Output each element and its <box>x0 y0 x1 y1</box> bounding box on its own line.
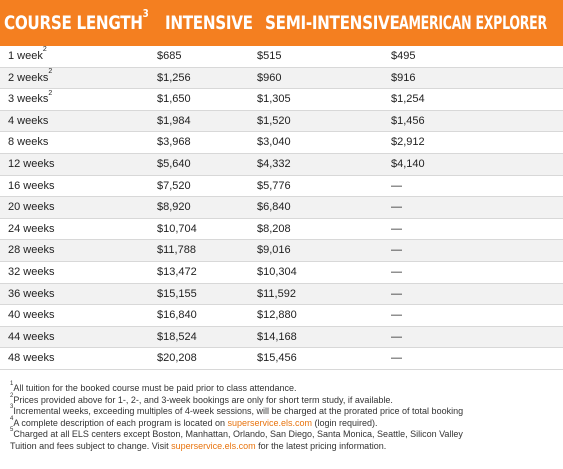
semi-intensive-price-cell: $5,776 <box>257 179 291 192</box>
american-explorer-price-cell: — <box>391 222 402 235</box>
course-length-text: 36 weeks <box>8 287 55 300</box>
course-length-text: 16 weeks <box>8 179 55 192</box>
american-explorer-price-cell: — <box>391 244 402 257</box>
footnote-line <box>10 415 560 430</box>
footnote-number: 5 <box>10 427 14 434</box>
american-explorer-price-cell: $495 <box>391 50 416 62</box>
course-length-cell <box>8 154 54 175</box>
footnote-text-after: (login required). <box>312 417 378 428</box>
intensive-price-cell: $5,640 <box>157 157 191 170</box>
intensive-price-cell: $8,920 <box>157 201 191 214</box>
intensive-price-cell: $11,788 <box>157 244 196 257</box>
semi-intensive-price-cell: $14,168 <box>257 330 297 343</box>
intensive-price-cell: $1,256 <box>157 71 191 84</box>
header-footnote-marker: 3 <box>142 6 149 20</box>
intensive-price-cell: $16,840 <box>157 309 197 322</box>
course-length-cell <box>8 132 48 153</box>
intensive-price-cell: $18,524 <box>157 330 197 343</box>
course-length-text: 32 weeks <box>8 265 55 278</box>
american-explorer-price-cell: $1,254 <box>391 93 425 106</box>
course-length-text: 24 weeks <box>8 222 55 235</box>
course-length-cell <box>8 46 47 67</box>
course-length-cell <box>8 305 54 326</box>
footnote-number: 1 <box>10 381 14 387</box>
table-row <box>0 305 563 327</box>
course-length-cell <box>8 197 54 218</box>
course-length-cell <box>8 348 54 369</box>
footnote-text-after: for the latest pricing information. <box>255 440 387 451</box>
semi-intensive-price-cell: $4,332 <box>257 157 291 170</box>
footnote-text: Tuition and fees subject to change. Visit <box>10 440 172 451</box>
header-label: AMERICAN EXPLORER <box>399 12 547 34</box>
intensive-price-cell: $7,520 <box>157 179 191 192</box>
footnote-marker: 2 <box>48 67 53 75</box>
table-row <box>0 68 563 90</box>
semi-intensive-price-cell: $960 <box>257 71 282 84</box>
table-row <box>0 219 563 241</box>
header-course-length <box>4 0 148 46</box>
footnote-text: Prices provided above for 1-, 2-, and 3-week bookings are only for short term study, if available. <box>13 394 393 405</box>
intensive-price-cell: $1,984 <box>157 114 191 127</box>
course-length-cell <box>8 327 54 348</box>
semi-intensive-price-cell: $12,880 <box>257 309 297 322</box>
semi-intensive-price-cell: $1,305 <box>257 93 291 106</box>
header-label: INTENSIVE <box>165 12 253 34</box>
intensive-price-cell: $3,968 <box>157 136 191 149</box>
footnotes <box>10 383 560 453</box>
american-explorer-price-cell: — <box>391 201 402 214</box>
semi-intensive-price-cell: $1,520 <box>257 114 291 127</box>
semi-intensive-price-cell: $10,304 <box>257 265 297 278</box>
footnote-number: 2 <box>10 392 14 399</box>
course-length-text: 1 week <box>8 50 43 62</box>
table-row <box>0 46 563 68</box>
intensive-price-cell: $20,208 <box>157 352 197 365</box>
table-row <box>0 132 563 154</box>
course-length-text: 48 weeks <box>8 352 55 365</box>
semi-intensive-price-cell: $11,592 <box>257 287 296 300</box>
semi-intensive-price-cell: $6,840 <box>257 201 291 214</box>
table-row <box>0 240 563 262</box>
table-row <box>0 89 563 111</box>
intensive-price-cell: $10,704 <box>157 222 197 235</box>
footnote-text: Charged at all ELS centers except Boston, Manhattan, Orlando, San Diego, Santa Monica, Seattle, Silicon Valley <box>13 429 463 440</box>
superservice-link[interactable]: superservice.els.com <box>171 440 256 451</box>
price-table-body <box>0 46 563 370</box>
course-length-cell <box>8 68 52 89</box>
footnote-line <box>10 392 560 407</box>
course-length-text: 8 weeks <box>8 136 49 149</box>
american-explorer-price-cell: $4,140 <box>391 157 425 170</box>
footnote-text: Incremental weeks, exceeding multiples of 4-week sessions, will be charged at the prorated price of total booking <box>13 406 464 417</box>
intensive-price-cell: $15,155 <box>157 287 197 300</box>
course-length-text: 40 weeks <box>8 309 55 322</box>
course-length-cell <box>8 89 52 110</box>
table-row <box>0 262 563 284</box>
course-length-text: 28 weeks <box>8 244 55 257</box>
table-row <box>0 284 563 306</box>
footnote-marker: 2 <box>48 89 53 97</box>
course-length-text: 4 weeks <box>8 114 49 127</box>
header-label: COURSE LENGTH <box>4 12 143 34</box>
semi-intensive-price-cell: $3,040 <box>257 136 291 149</box>
american-explorer-price-cell: $2,912 <box>391 136 425 149</box>
table-row <box>0 154 563 176</box>
semi-intensive-price-cell: $15,456 <box>257 352 297 365</box>
footnote-number: 4 <box>10 415 14 422</box>
american-explorer-price-cell: — <box>391 179 402 192</box>
course-length-cell <box>8 284 54 305</box>
superservice-link[interactable]: superservice.els.com <box>227 417 312 428</box>
header-semi-intensive <box>265 0 400 46</box>
american-explorer-price-cell: — <box>391 352 402 365</box>
footnote-text: A complete description of each program is located on <box>13 417 228 428</box>
course-length-cell <box>8 176 54 197</box>
semi-intensive-price-cell: $515 <box>257 50 282 62</box>
footnote-line <box>10 429 560 441</box>
semi-intensive-price-cell: $8,208 <box>257 222 291 235</box>
american-explorer-price-cell: — <box>391 265 402 278</box>
table-row <box>0 327 563 349</box>
course-length-text: 2 weeks <box>8 71 49 84</box>
table-row <box>0 176 563 198</box>
course-length-text: 20 weeks <box>8 201 55 214</box>
semi-intensive-price-cell: $9,016 <box>257 244 291 257</box>
table-header <box>0 0 563 46</box>
footnote-line <box>10 406 560 418</box>
footnote-line <box>10 383 560 395</box>
footnote-number: 3 <box>10 404 14 411</box>
american-explorer-price-cell: — <box>391 287 402 300</box>
course-length-text: 3 weeks <box>8 93 49 106</box>
header-american-explorer <box>399 0 547 46</box>
american-explorer-price-cell: $916 <box>391 71 416 84</box>
header-label: SEMI-INTENSIVE <box>265 12 400 34</box>
intensive-price-cell: $13,472 <box>157 265 197 278</box>
course-length-text: 12 weeks <box>8 157 55 170</box>
course-length-text: 44 weeks <box>8 330 55 343</box>
course-length-cell <box>8 111 48 132</box>
american-explorer-price-cell: — <box>391 309 402 322</box>
course-length-cell <box>8 262 54 283</box>
course-length-cell <box>8 219 54 240</box>
table-row <box>0 348 563 370</box>
american-explorer-price-cell: — <box>391 330 402 343</box>
table-row <box>0 197 563 219</box>
intensive-price-cell: $685 <box>157 50 182 62</box>
intensive-price-cell: $1,650 <box>157 93 191 106</box>
footnote-marker: 2 <box>42 46 47 54</box>
footnote-line <box>10 441 560 453</box>
american-explorer-price-cell: $1,456 <box>391 114 425 127</box>
table-row <box>0 111 563 133</box>
footnote-text: All tuition for the booked course must be paid prior to class attendance. <box>13 383 297 393</box>
header-intensive <box>165 0 253 46</box>
course-length-cell <box>8 240 54 261</box>
